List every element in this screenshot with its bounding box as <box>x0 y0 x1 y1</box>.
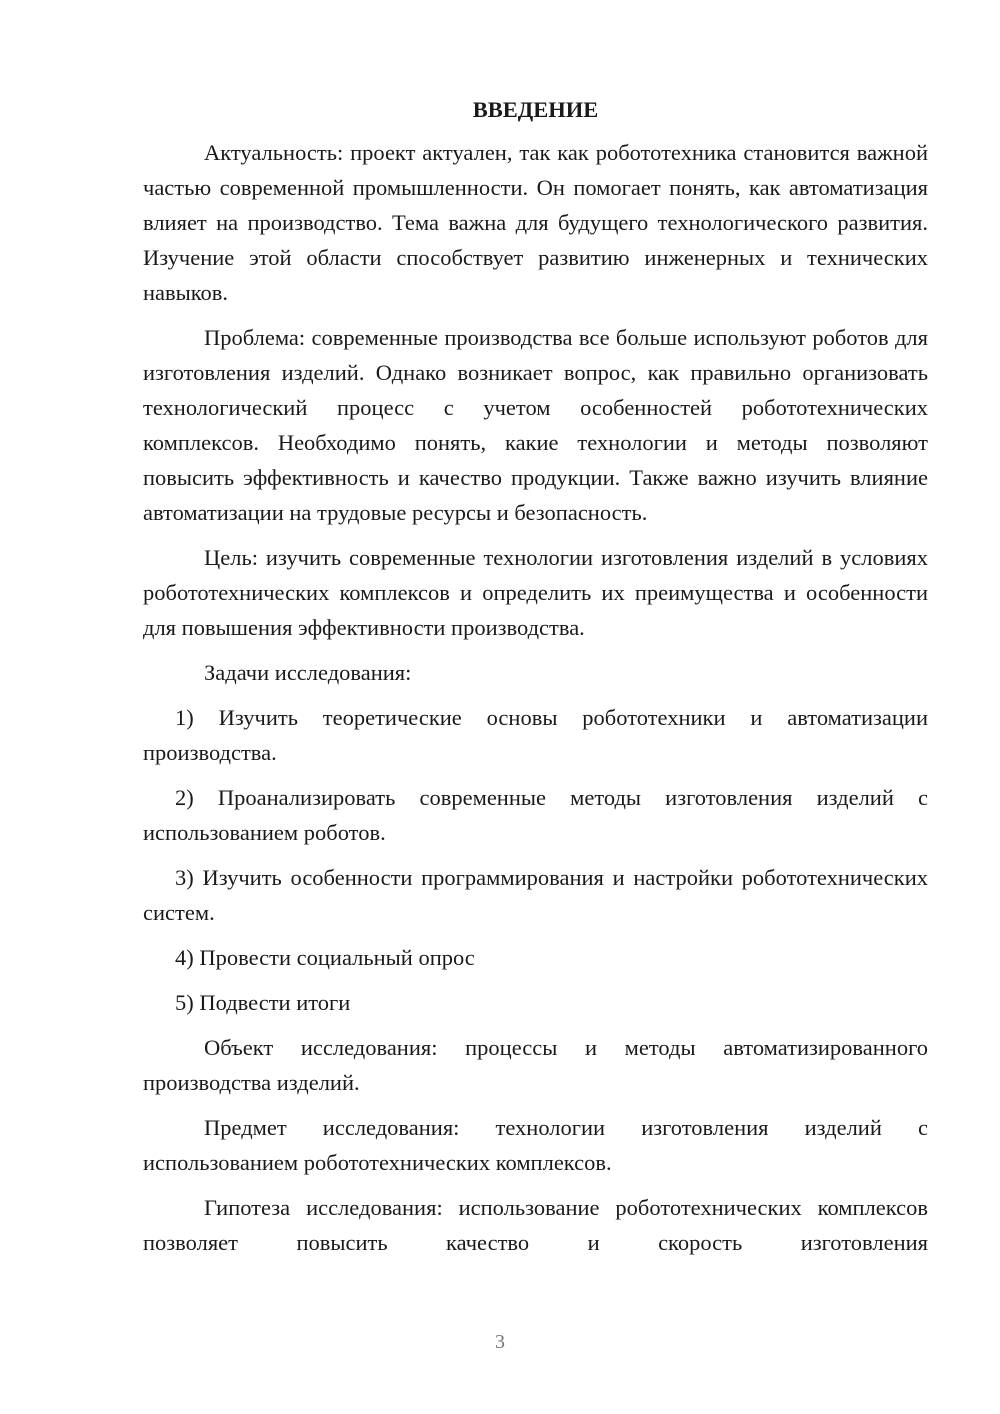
paragraph-hypothesis: Гипотеза исследования: использование робототехнических комплексов позволяет повысить качество и скорость изготовления <box>143 1195 928 1255</box>
task-item-2: 2) Проанализировать современные методы изготовления изделий с использованием роботов. <box>143 785 928 845</box>
page-number: 3 <box>495 1331 505 1353</box>
task-item-3: 3) Изучить особенности программирования и настройки робототехнических систем. <box>143 865 928 925</box>
task-item-4: 4) Провести социальный опрос <box>175 945 475 970</box>
paragraph-relevance: Актуальность: проект актуален, так как робототехника становится важной частью современной промышленности. Он помогает понять, как автоматизация влияет на производство. Тема важна для будущего технологического развития. Изучение этой области способствует развитию инженерных и технических навыков. <box>143 140 928 305</box>
task-item-1: 1) Изучить теоретические основы робототехники и автоматизации производства. <box>143 705 928 765</box>
paragraph-object: Объект исследования: процессы и методы автоматизированного производства изделий. <box>143 1035 928 1095</box>
paragraph-problem: Проблема: современные производства все больше используют роботов для изготовления изделий. Однако возникает вопрос, как правильно организовать технологический процесс с учетом особенностей робототехнических комплексов. Необходимо понять, какие технологии и методы позволяют повысить эффективность и качество продукции. Также важно изучить влияние автоматизации на трудовые ресурсы и безопасность. <box>143 325 928 525</box>
paragraph-subject: Предмет исследования: технологии изготовления изделий с использованием робототехнических комплексов. <box>143 1115 928 1175</box>
paragraph-goal: Цель: изучить современные технологии изготовления изделий в условиях робототехнических комплексов и определить их преимущества и особенности для повышения эффективности производства. <box>143 545 928 640</box>
tasks-heading: Задачи исследования: <box>204 660 412 685</box>
task-item-5: 5) Подвести итоги <box>175 990 351 1015</box>
page-content <box>143 92 928 1260</box>
page-title: ВВЕДЕНИЕ <box>472 97 599 122</box>
